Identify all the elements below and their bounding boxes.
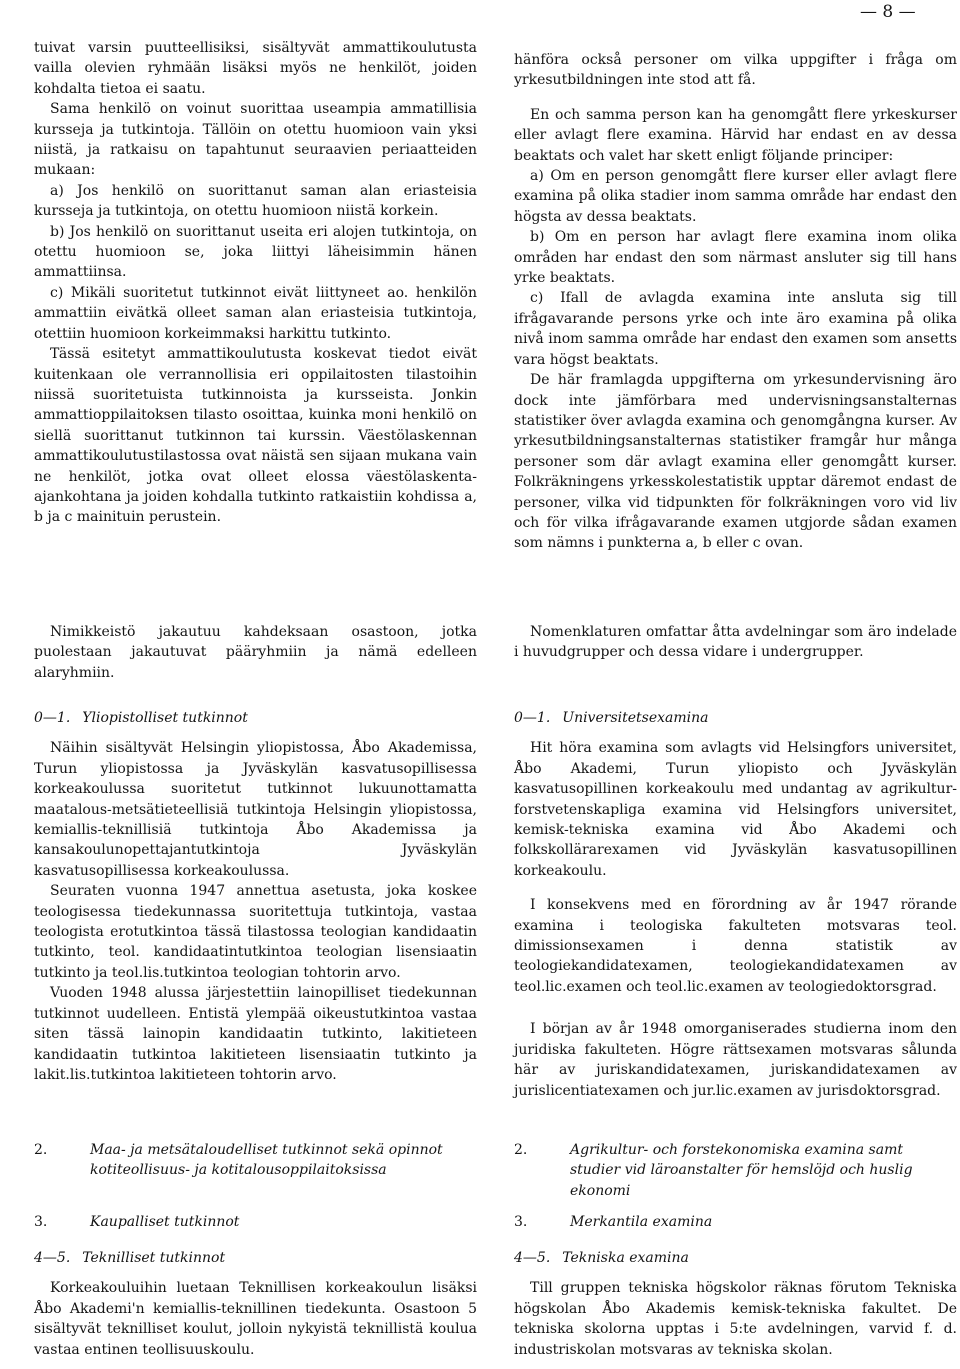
sv-intro-paragraph: hänföra också personer om vilka uppgifter i fråga om yrkesutbildningen inte stod att få. <box>514 52 957 89</box>
fi-section-0-1 <box>34 708 477 1085</box>
section-number: 3. <box>34 1214 48 1230</box>
sv-nomenclature-paragraph: Nomenklaturen omfattar åtta avdelningar som äro indelade i huvudgrupper och dessa vidare i undergrupper. <box>514 624 957 661</box>
section-heading <box>514 1212 957 1232</box>
section-title: Kaupalliset tutkinnot <box>90 1214 240 1230</box>
sv-section-paragraph: Hit höra examina som avlagts vid Helsingfors universitet, Åbo Akademi, Turun yliopisto och Jyväskylän kasvatusopillinen korkeakoulu med undantag av agrikultur-forstvetenskapliga examina vid Helsingfors universitet, kemisk-tekniska examina vid Åbo Akademi och folkskollärarexamen vid Jyväskylän kasvatusopillinen korkeakoulu. <box>514 740 957 879</box>
swedish-column <box>514 50 957 554</box>
fi-section-3 <box>34 1212 477 1232</box>
section-title: Maa- ja metsätaloudelliset tutkinnot sekä opinnot kotiteollisuus- ja kotitalousoppilaitoksissa <box>90 1142 443 1179</box>
sv-section-paragraph: I konsekvens med en förordning av år 1947 rörande examina i teologiska fakulteten motsvaras teol. dimissionsexamen i denna statistik av teologiekandidatexamen, teologiekandidatexamen av teol.lic.examen och teol.lic.examen av teologiedoktorsgrad. <box>514 897 957 995</box>
finnish-column <box>34 38 477 528</box>
sv-rule-b: b) Om en person har avlagt flere examina inom olika områden har endast den som närmast ansluter sig till hans yrke beaktats. <box>514 229 957 287</box>
section-heading <box>34 708 477 728</box>
sv-intro-paragraph: De här framlagda uppgifterna om yrkesundervisning äro dock inte jämförbara med undervisningsanstalternas statistiker över avlagda examina och genomgångna kurser. Av yrkesutbildningsanstalternas statistiker framgår hur många personer som där avlagt examina eller genomgått kurser. Folkräkningens yrkesskolestatistik upptar däremot endast de personer, vilka vid tidpunkten för folkräkningen voro vid liv och för vilka ifrågavarande examen utgjorde sådan examen som nämns i punkterna a, b eller c ovan. <box>514 372 957 552</box>
section-number: 0—1. <box>34 710 71 726</box>
section-title: Teknilliset tutkinnot <box>82 1250 226 1266</box>
section-title: Universitetsexamina <box>562 710 709 726</box>
sv-section-paragraph: I början av år 1948 omorganiserades studierna inom den juridiska fakulteten. Högre rättsexamen motsvaras sålunda här av juriskandidatexamen, juriskandidatexamen av jurislicentiatexamen och jur.lic.examen av jurisdoktorsgrad. <box>514 1021 957 1099</box>
section-number: 2. <box>34 1142 48 1158</box>
section-number: 2. <box>514 1142 528 1158</box>
fi-rule-b: b) Jos henkilö on suorittanut useita eri alojen tutkintoja, on otettu huomioon se, joka liittyi läheisimmin hänen ammattiinsa. <box>34 223 477 281</box>
sv-section-paragraph: Till gruppen tekniska högskolor räknas förutom Tekniska högskolan Åbo Akademis kemisk-tekniska fakultet. De tekniska skolorna upptas i 5:te avdelningen, varvid f. d. industriskolan motsvaras av tekniska skolan. <box>514 1280 957 1358</box>
sv-section-3 <box>514 1212 957 1232</box>
fi-intro-paragraph: Tässä esitetyt ammattikoulutusta koskevat tiedot eivät kuitenkaan ole verrannollisia eri oppilaitosten tilastoihin niissä suoritetuista tutkinnoista ja kursseista. Jonkin ammattioppilaitoksen tilasto osoittaa, kuinka moni henkilö on siellä suorittanut tutkinnon tai kurssin. Väestölaskennan ammattikoulutustilastossa ovat näistä sen sijaan mukana vain ne henkilöt, jotka ovat olleet elossa väestölaskenta-ajankohtana ja joiden kohdalla tutkinto ratkaistiin kohdissa a, b ja c mainituin perustein. <box>34 346 477 526</box>
page-number: — 8 — <box>860 2 916 22</box>
section-heading <box>34 1248 477 1268</box>
section-title: Yliopistolliset tutkinnot <box>82 710 248 726</box>
fi-intro-paragraph: Sama henkilö on voinut suorittaa useampia ammatillisia kursseja ja tutkintoja. Tällöin on otettu huomioon vain yksi niistä, ja ratkaisu on tapahtunut seuraavien periaatteiden mukaan: <box>34 101 477 179</box>
section-title: Tekniska examina <box>562 1250 689 1266</box>
sv-section-0-1 <box>514 708 957 1101</box>
fi-section-paragraph: Vuoden 1948 alussa järjestettiin lainopilliset tiedekunnan tutkinnot uudelleen. Entistä ylempää oikeustutkintoa vastaa siten tässä lainopin kandidaatin tutkinto, lakitieteen kandidaatin tutkintoa lakitieteen lisensiaatin tutkinto ja lakit.lis.tutkintoa lakitieteen tohtorin arvo. <box>34 985 477 1083</box>
fi-section-4-5 <box>34 1248 477 1360</box>
section-heading <box>514 708 957 728</box>
sv-rule-a: a) Om en person genomgått flere kurser eller avlagt flere examina på olika stadier inom samma område har endast den högsta av dessa beaktats. <box>514 168 957 225</box>
section-title: Merkantila examina <box>570 1214 713 1230</box>
section-heading <box>34 1140 477 1181</box>
sv-intro-paragraph: En och samma person kan ha genomgått flere yrkeskurser eller avlagt flere examina. Härvid har endast en av dessa beaktats och valet har skett enligt följande principer: <box>514 106 957 164</box>
section-number: 4—5. <box>34 1250 71 1266</box>
fi-section-paragraph: Korkeakouluihin luetaan Teknillisen korkeakoulun lisäksi Åbo Akademi'n kemiallis-teknillinen tiedekunta. Osastoon 5 sisältyvät teknilliset koulut, jolloin nykyistä teknillistä koulua vastaa entinen teollisuuskoulu. <box>34 1280 477 1358</box>
sv-nomenclature-block <box>514 622 957 663</box>
section-title: Agrikultur- och forstekonomiska examina samt studier vid läroanstalter för hemslöjd och huslig ekonomi <box>570 1142 913 1199</box>
fi-rule-a: a) Jos henkilö on suorittanut saman alan eriasteisia kursseja ja tutkintoja, on otettu huomioon niistä korkein. <box>34 182 477 220</box>
fi-section-paragraph: Näihin sisältyvät Helsingin yliopistossa, Åbo Akademissa, Turun yliopistossa ja Jyväskylän kasvatusopillisessa korkeakoulussa suoritetut tutkinnot lukuunottamatta maatalous-metsätieteellisiä tutkintoja Helsingin yliopistossa, kemiallis-teknillisiä tutkintoja Åbo Akademissa ja kansakoulunopettajantutkintoja Jyväskylän kasvatusopillisessa korkeakoulussa. <box>34 740 477 879</box>
section-heading <box>34 1212 477 1232</box>
sv-rule-c: c) Ifall de avlagda examina inte ansluta sig till ifrågavarande persons yrke och inte äro examina på olika nivå inom samma område har endast den examen som ansetts vara högst beaktats. <box>514 290 957 368</box>
section-heading <box>514 1140 957 1201</box>
section-heading <box>514 1248 957 1268</box>
fi-intro-paragraph: tuivat varsin puutteellisiksi, sisältyvät ammattikoulutusta vailla olevien ryhmään lisäksi myös ne henkilöt, joiden kohdalta tietoa ei saatu. <box>34 40 477 97</box>
fi-section-paragraph: Seuraten vuonna 1947 annettua asetusta, joka koskee teologisessa tiedekunnassa suoritettuja tutkintoja, vastaa teologista erotutkintoa tässä tilastossa teologian kandidaatin tutkinto, teol. kandidaatintutkintoa teologian lisensiaatin tutkinto ja teol.lis.tutkintoa teologian tohtorin arvo. <box>34 883 477 981</box>
section-number: 3. <box>514 1214 528 1230</box>
section-number: 0—1. <box>514 710 551 726</box>
fi-nomenclature-block <box>34 622 477 683</box>
section-number: 4—5. <box>514 1250 551 1266</box>
fi-rule-c: c) Mikäli suoritetut tutkinnot eivät liittyneet ao. henkilön ammattiin eivätkä olleet saman alan eriasteisia tutkintoja, otettiin huomioon korkeimmaksi harkittu tutkinto. <box>34 284 477 342</box>
sv-section-4-5 <box>514 1248 957 1360</box>
fi-nomenclature-paragraph: Nimikkeistö jakautuu kahdeksaan osastoon, jotka puolestaan jakautuvat pääryhmiin ja nämä edelleen alaryhmiin. <box>34 624 477 681</box>
fi-section-2 <box>34 1140 477 1181</box>
sv-section-2 <box>514 1140 957 1201</box>
